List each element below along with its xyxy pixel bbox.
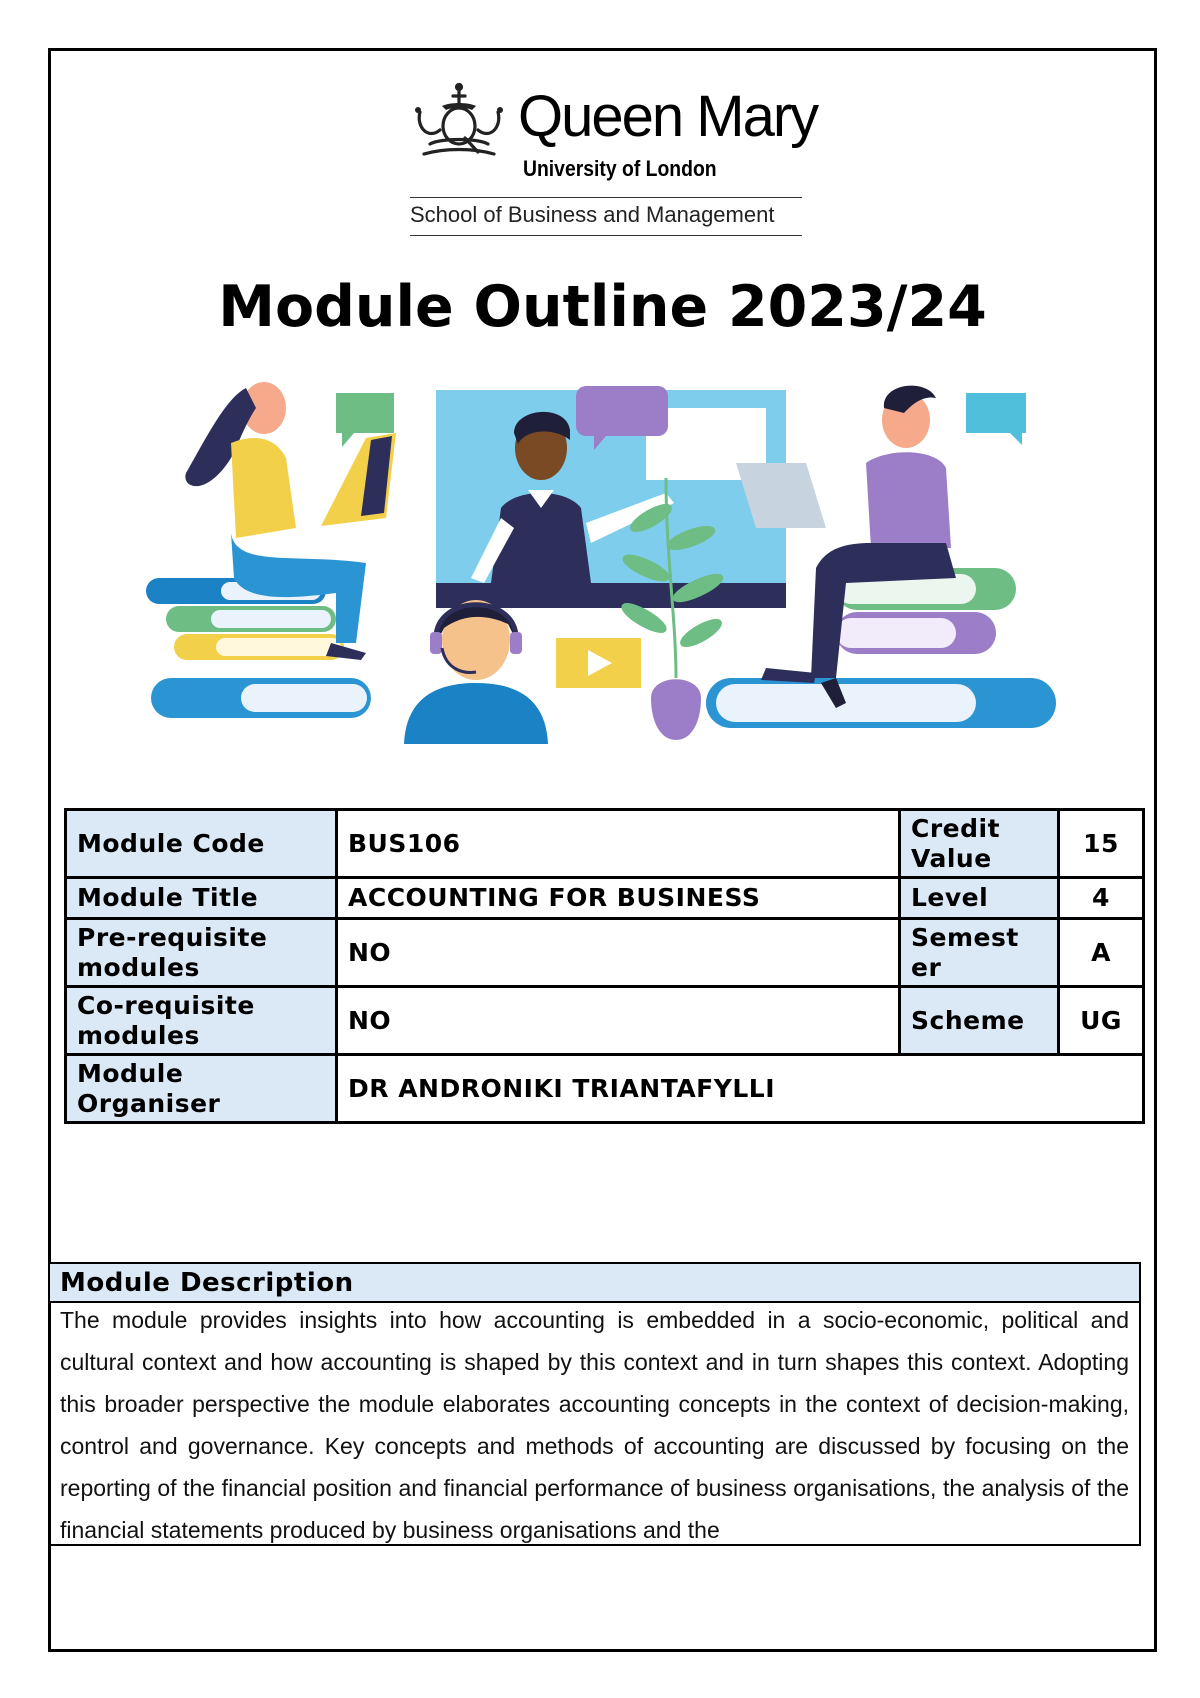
module-code-value: BUS106 (337, 810, 900, 878)
semester-value: A (1059, 919, 1144, 987)
table-row (66, 810, 1144, 878)
scheme-value: UG (1059, 987, 1144, 1055)
module-description-box (48, 1262, 1141, 1546)
prerequisite-value: NO (337, 919, 900, 987)
corequisite-value: NO (337, 987, 900, 1055)
organiser-label: Module Organiser (66, 1055, 337, 1123)
crown-crest-icon (410, 82, 508, 162)
credit-value-label: Credit Value (900, 810, 1059, 878)
scheme-label: Scheme (900, 987, 1059, 1055)
module-title-label: Module Title (66, 878, 337, 919)
online-learning-illustration (146, 378, 1060, 744)
university-name: Queen Mary (518, 84, 818, 149)
table-row (66, 1055, 1144, 1123)
page-title: Module Outline 2023/24 (218, 274, 987, 340)
level-label: Level (900, 878, 1059, 919)
module-code-label: Module Code (66, 810, 337, 878)
level-value: 4 (1059, 878, 1144, 919)
semester-label: Semest er (900, 919, 1059, 987)
table-row (66, 878, 1144, 919)
logo-divider-top (410, 197, 802, 198)
university-subtitle: University of London (523, 156, 717, 181)
prerequisite-label: Pre-requisite modules (66, 919, 337, 987)
corequisite-label: Co-requisite modules (66, 987, 337, 1055)
module-description-heading: Module Description (50, 1264, 1139, 1303)
school-name: School of Business and Management (410, 202, 775, 227)
organiser-value: DR ANDRONIKI TRIANTAFYLLI (337, 1055, 1144, 1123)
logo-divider-bottom (410, 235, 802, 236)
module-description-text: The module provides insights into how accounting is embedded in a socio-economic, political and cultural context and how accounting is shaped by this context and in turn shapes this context. Adopting this broader perspective the module elaborates accounting concepts in the context of decision-making, control and governance. Key concepts and methods of accounting are discussed by focusing on the reporting of the financial position and financial performance of business organisations, the analysis of the financial statements produced by business organisations and the (60, 1307, 1129, 1543)
credit-value-value: 15 (1059, 810, 1144, 878)
table-row (66, 919, 1144, 987)
module-title-value: ACCOUNTING FOR BUSINESS (337, 878, 900, 919)
university-logo (410, 82, 818, 242)
module-info-table (64, 808, 1145, 1124)
table-row (66, 987, 1144, 1055)
